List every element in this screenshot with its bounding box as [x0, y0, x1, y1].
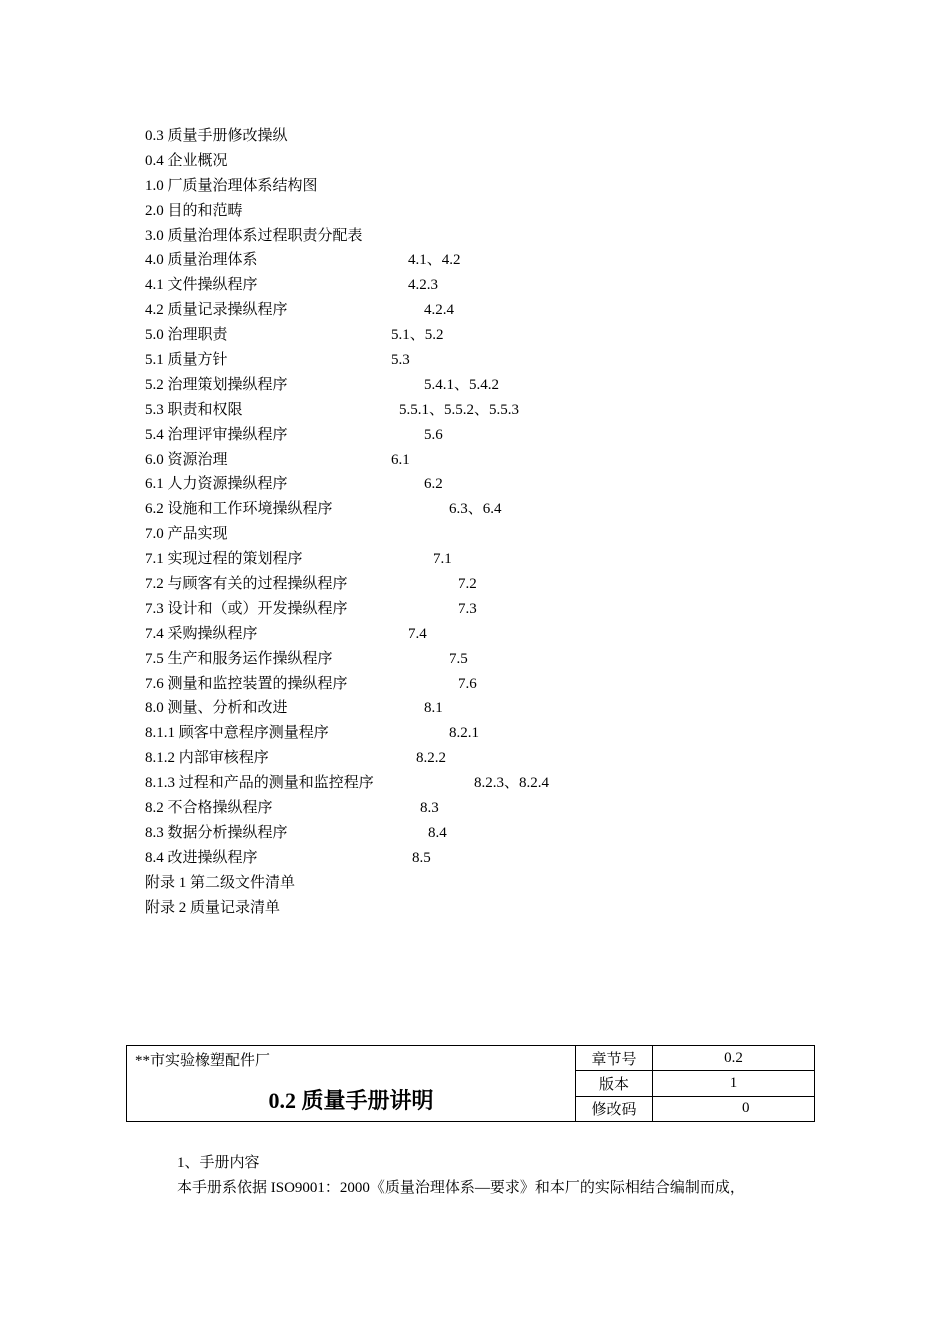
chapter-number-label: 章节号: [576, 1046, 653, 1071]
toc-entry-clause-ref: 4.2.3: [408, 277, 438, 294]
section-title: 0.2 质量手册讲明: [268, 1088, 434, 1113]
toc-entry-clause-ref: 8.2.2: [416, 750, 446, 767]
version-label: 版本: [576, 1071, 653, 1096]
toc-entry-label: 附录 2 质量记录清单: [145, 899, 281, 916]
toc-entry-label: 附录 1 第二级文件清单: [145, 874, 296, 891]
toc-entry-label: 4.2 质量记录操纵程序: [145, 302, 288, 319]
company-name: **市实验橡塑配件厂: [135, 1053, 271, 1069]
toc-entry-label: 8.1.3 过程和产品的测量和监控程序: [145, 775, 374, 792]
toc-entry-label: 5.1 质量方针: [145, 352, 228, 369]
toc-entry-clause-ref: 7.2: [458, 576, 477, 593]
toc-entry-label: 8.4 改进操纵程序: [145, 849, 258, 866]
toc-entry-clause-ref: 4.1、4.2: [408, 252, 461, 269]
toc-entry-clause-ref: 5.5.1、5.5.2、5.5.3: [399, 401, 520, 418]
toc-entry-label: 5.4 治理评审操纵程序: [145, 426, 288, 443]
toc-entry-label: 5.0 治理职责: [145, 327, 228, 344]
toc-entry-label: 6.2 设施和工作环境操纵程序: [145, 501, 333, 518]
toc-entry-label: 7.2 与顾客有关的过程操纵程序: [145, 576, 348, 593]
company-title-cell: [127, 1046, 576, 1122]
revision-code-label: 修改码: [576, 1096, 653, 1121]
toc-entry-label: 7.4 采购操纵程序: [145, 625, 258, 642]
toc-entry-label: 0.4 企业概况: [145, 152, 228, 169]
toc-entry-clause-ref: 7.5: [449, 650, 468, 667]
toc-entry-clause-ref: 8.3: [420, 800, 439, 817]
body-heading: 1、手册内容: [177, 1155, 260, 1171]
toc-entry-label: 7.3 设计和（或）开发操纵程序: [145, 600, 348, 617]
version-value: 1: [653, 1071, 815, 1096]
toc-entry-label: 8.0 测量、分析和改进: [145, 700, 288, 717]
toc-entry-label: 8.2 不合格操纵程序: [145, 800, 273, 817]
toc-entry-clause-ref: 7.1: [433, 551, 452, 568]
toc-entry-clause-ref: 7.4: [408, 625, 427, 642]
toc-entry-label: 4.1 文件操纵程序: [145, 277, 258, 294]
toc-entry-label: 5.2 治理策划操纵程序: [145, 376, 288, 393]
toc-entry-label: 6.1 人力资源操纵程序: [145, 476, 288, 493]
section-header-table: [126, 1045, 815, 1122]
toc-entry-label: 2.0 目的和范畴: [145, 202, 243, 219]
toc-entry-clause-ref: 8.2.1: [449, 725, 479, 742]
toc-entry-label: 5.3 职责和权限: [145, 401, 243, 418]
toc-entry-clause-ref: 6.1: [391, 451, 410, 468]
body-paragraph: 本手册系依据 ISO9001：2000《质量治理体系—要求》和本厂的实际相结合编制而成，: [177, 1180, 745, 1196]
toc-entry-clause-ref: 5.4.1、5.4.2: [424, 376, 500, 393]
toc-entry-clause-ref: 7.3: [458, 600, 477, 617]
toc-entry-clause-ref: 4.2.4: [424, 302, 454, 319]
toc-entry-label: 6.0 资源治理: [145, 451, 228, 468]
toc-entry-label: 4.0 质量治理体系: [145, 252, 258, 269]
toc-entry-clause-ref: 8.2.3、8.2.4: [474, 775, 550, 792]
chapter-number-value: 0.2: [653, 1046, 815, 1071]
toc-entry-label: 3.0 质量治理体系过程职责分配表: [145, 227, 363, 244]
toc-entry-label: 1.0 厂质量治理体系结构图: [145, 177, 318, 194]
toc-entry-label: 7.5 生产和服务运作操纵程序: [145, 650, 333, 667]
toc-entry-label: 8.1.2 内部审核程序: [145, 750, 269, 767]
revision-code-value: 0: [653, 1096, 815, 1121]
toc-entry-clause-ref: 7.6: [458, 675, 477, 692]
toc-entry-clause-ref: 8.4: [428, 824, 447, 841]
toc-entry-label: 7.0 产品实现: [145, 526, 228, 543]
toc-entry-label: 0.3 质量手册修改操纵: [145, 128, 288, 144]
toc-entry-clause-ref: 5.1、5.2: [391, 327, 444, 344]
toc-entry-clause-ref: 8.5: [412, 849, 431, 866]
toc-entry-clause-ref: 8.1: [424, 700, 443, 717]
toc-entry-label: 7.6 测量和监控装置的操纵程序: [145, 675, 348, 692]
toc-entry-clause-ref: 6.2: [424, 476, 443, 493]
toc-entry-label: 8.1.1 顾客中意程序测量程序: [145, 725, 329, 742]
toc-entry-label: 7.1 实现过程的策划程序: [145, 551, 303, 568]
toc-entry-label: 8.3 数据分析操纵程序: [145, 824, 288, 841]
toc-entry-clause-ref: 6.3、6.4: [449, 501, 502, 518]
toc-entry-clause-ref: 5.6: [424, 426, 443, 443]
toc-entry-clause-ref: 5.3: [391, 352, 410, 369]
